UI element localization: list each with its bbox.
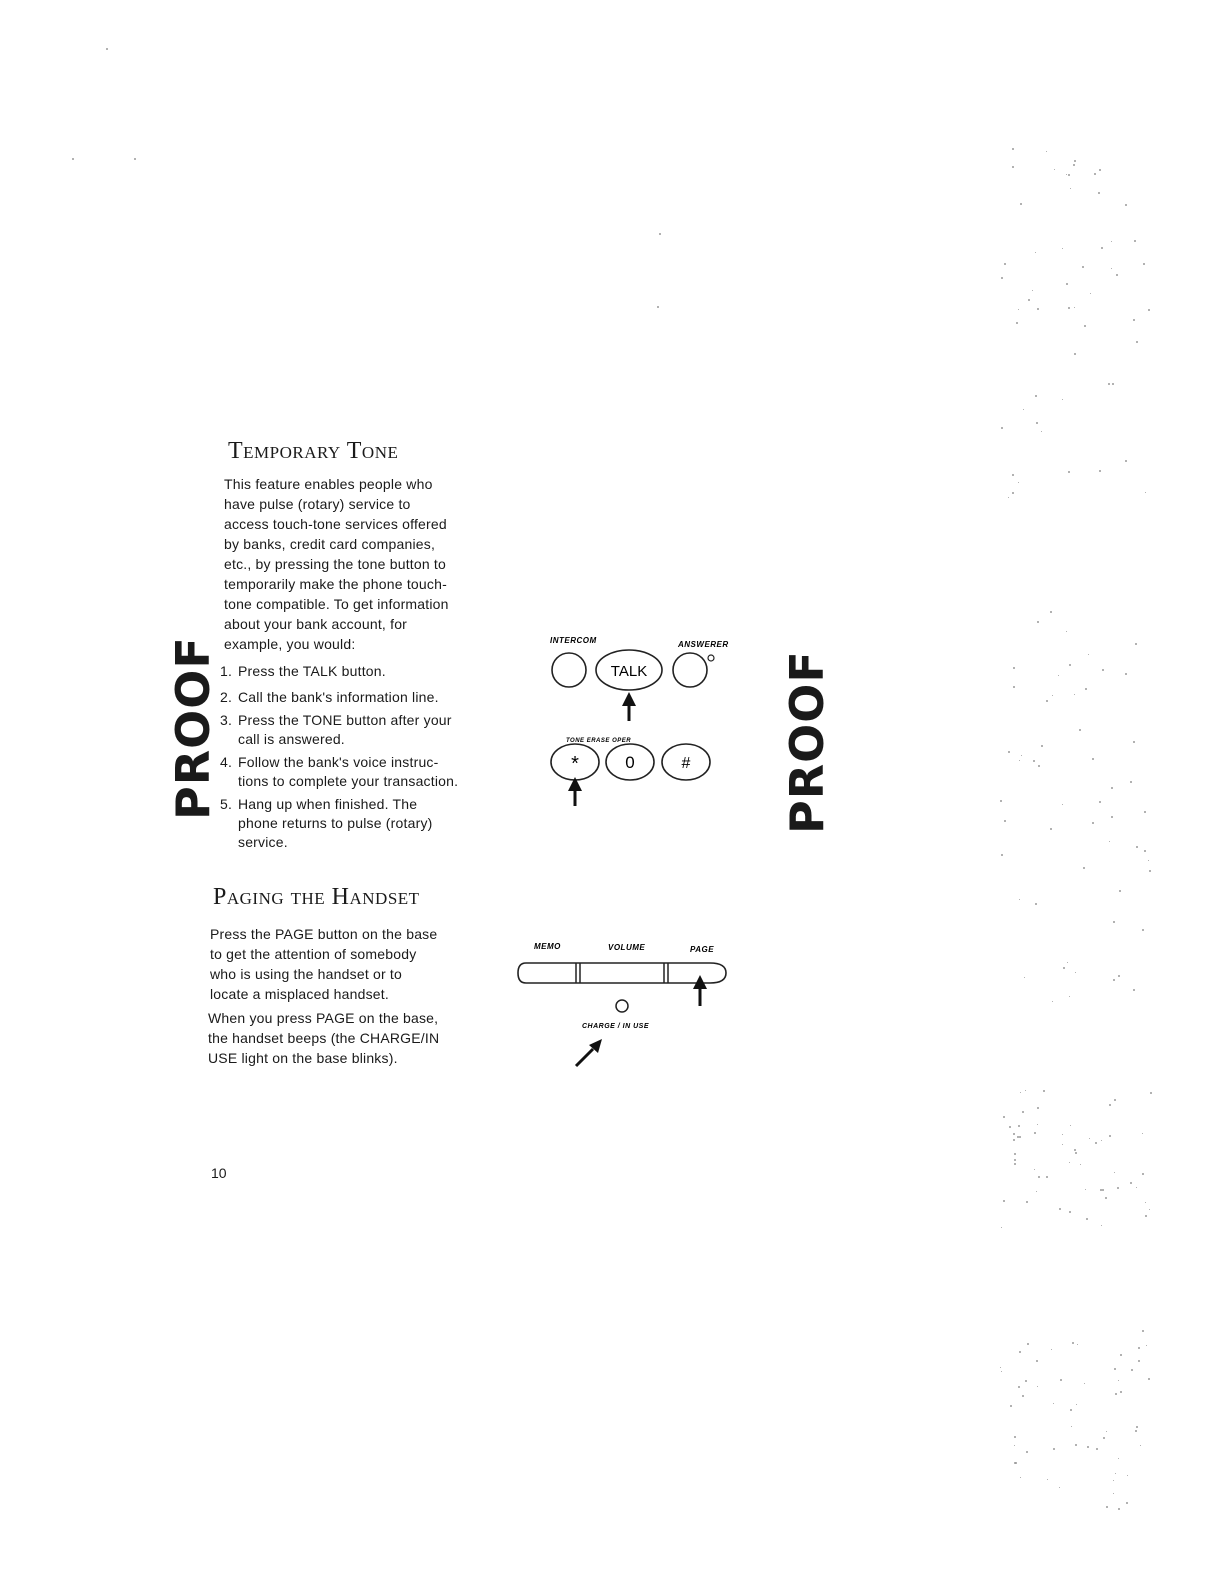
scan-speckle	[1096, 1448, 1098, 1450]
scan-speckle	[1136, 1187, 1137, 1188]
scan-speckle	[1070, 1125, 1071, 1126]
scan-speckle	[1118, 1508, 1120, 1510]
scan-speckle	[1003, 1200, 1005, 1202]
scan-speckle	[1032, 290, 1033, 291]
scan-speckle	[1083, 867, 1085, 869]
scan-speckle	[1089, 1138, 1090, 1139]
scan-speckle	[1136, 846, 1138, 848]
scan-speckle	[1047, 1479, 1048, 1480]
scan-speckle	[1015, 1462, 1017, 1464]
scan-speckle	[1012, 166, 1014, 168]
paging-paragraph-1	[210, 924, 485, 1004]
scan-speckle	[1008, 497, 1009, 498]
scan-speckle	[1130, 781, 1132, 783]
scan-speckle	[1116, 274, 1118, 276]
step-number: 4.	[220, 754, 233, 770]
intro-line: etc., by pressing the tone button to	[224, 556, 447, 572]
step-line: Press the TALK button.	[238, 663, 386, 679]
charge-in-use-light	[616, 1000, 628, 1012]
scan-speckle	[1004, 820, 1006, 822]
scan-speckle	[1076, 1404, 1077, 1405]
scan-speckle	[1125, 673, 1127, 675]
scan-speckle	[1102, 669, 1104, 671]
scan-speckle	[1063, 967, 1065, 969]
scan-speckle	[1145, 492, 1146, 493]
scan-speckle	[1142, 1330, 1144, 1332]
scan-speckle	[1012, 148, 1014, 150]
scan-speckle	[1020, 1477, 1021, 1478]
scan-speckle	[1113, 1480, 1114, 1481]
scan-speckle	[1142, 929, 1144, 931]
scan-speckle	[1072, 1342, 1074, 1344]
scan-speckle	[1052, 1001, 1053, 1002]
scan-speckle	[1051, 1349, 1052, 1350]
scan-speckle	[1022, 1395, 1024, 1397]
scan-speckle	[1018, 309, 1019, 310]
scan-speckle	[1133, 741, 1135, 743]
scan-speckle	[1111, 268, 1112, 269]
talk-key-label: TALK	[610, 663, 648, 680]
intro-line: have pulse (rotary) service to	[224, 496, 411, 512]
scan-speckle	[1041, 431, 1042, 432]
zero-key-label: 0	[625, 753, 635, 772]
arrow-up-icon	[568, 777, 582, 806]
scan-speckle	[1114, 1099, 1116, 1101]
scan-speckle	[1060, 1379, 1062, 1381]
scan-speckle	[1062, 1144, 1063, 1145]
scan-speckle	[1101, 1225, 1102, 1226]
scan-speckle	[1077, 1344, 1078, 1345]
scan-speckle	[1127, 1475, 1128, 1476]
intro-line: example, you would:	[224, 636, 356, 652]
scan-speckle	[1062, 399, 1063, 400]
scan-speckle	[1000, 800, 1002, 802]
arrow-up-icon	[693, 975, 707, 1006]
scan-speckle	[1115, 1393, 1117, 1395]
scan-speckle	[1100, 1189, 1102, 1191]
step-line: service.	[238, 834, 288, 850]
scan-speckle	[1035, 903, 1037, 905]
scan-speckle	[1001, 1371, 1002, 1372]
paging-line: to get the attention of somebody	[210, 946, 417, 962]
scan-speckle	[1113, 921, 1115, 923]
scan-speckle	[1092, 822, 1094, 824]
scan-speckle	[1145, 1202, 1146, 1203]
scan-speckle	[134, 158, 136, 160]
scan-speckle	[1125, 460, 1127, 462]
scan-speckle	[1094, 173, 1096, 175]
scan-speckle	[1012, 474, 1014, 476]
scan-speckle	[1013, 1133, 1015, 1135]
steps-list	[220, 662, 505, 856]
intro-line: tone compatible. To get information	[224, 596, 449, 612]
scan-speckle	[1037, 621, 1039, 623]
scan-speckle	[1054, 169, 1055, 170]
scan-speckle	[1000, 1367, 1001, 1368]
scan-speckle	[1109, 1135, 1111, 1137]
volume-label: VOLUME	[608, 943, 646, 952]
scan-speckle	[1111, 241, 1112, 242]
scan-speckle	[1082, 266, 1084, 268]
arrow-up-icon	[622, 692, 636, 721]
scan-speckle	[1106, 1506, 1108, 1508]
scan-speckle	[1038, 765, 1040, 767]
scan-speckle	[1142, 1173, 1144, 1175]
answerer-button[interactable]	[673, 653, 707, 687]
intro-line: by banks, credit card companies,	[224, 536, 436, 552]
scan-speckle	[1024, 977, 1025, 978]
scan-speckle	[1074, 694, 1075, 695]
intro-line: access touch-tone services offered	[224, 516, 447, 532]
scan-speckle	[1035, 252, 1036, 253]
step-number: 5.	[220, 796, 233, 812]
scan-speckle	[1075, 972, 1076, 973]
scan-speckle	[1022, 1111, 1024, 1113]
scan-speckle	[1074, 353, 1076, 355]
scan-speckle	[1075, 1444, 1077, 1446]
scan-speckle	[1118, 1380, 1119, 1381]
scan-speckle	[1085, 688, 1087, 690]
scan-speckle	[1133, 989, 1135, 991]
scan-speckle	[1108, 383, 1110, 385]
scan-speckle	[1062, 1134, 1063, 1135]
scan-speckle	[1037, 1124, 1038, 1125]
scan-speckle	[1118, 1458, 1119, 1459]
scan-speckle	[1074, 160, 1076, 162]
scan-speckle	[1109, 841, 1110, 842]
scan-speckle	[1120, 1391, 1122, 1393]
step-line: Call the bank's information line.	[238, 689, 439, 705]
scan-speckle	[1069, 1162, 1070, 1163]
scan-speckle	[1073, 164, 1075, 166]
scan-speckle	[106, 48, 108, 50]
scan-speckle	[1087, 1446, 1089, 1448]
scan-speckle	[1021, 755, 1022, 756]
scan-speckle	[1043, 1090, 1045, 1092]
step-line: call is answered.	[238, 731, 345, 747]
scan-speckle	[1013, 686, 1015, 688]
scan-speckle	[1114, 1172, 1115, 1173]
memo-button[interactable]	[518, 963, 578, 983]
scan-speckle	[1067, 962, 1068, 963]
step-line: Hang up when finished. The	[238, 796, 418, 812]
scan-speckle	[1037, 308, 1039, 310]
scan-speckle	[1090, 293, 1091, 294]
page-button[interactable]	[668, 963, 726, 983]
charge-in-use-label: CHARGE / IN USE	[582, 1023, 650, 1030]
scan-speckle	[1074, 307, 1075, 308]
scan-speckle	[1117, 1187, 1119, 1189]
scan-speckle	[1020, 1092, 1021, 1093]
scan-speckle	[1046, 1176, 1048, 1178]
scan-speckle	[1059, 1208, 1061, 1210]
pound-key-label: #	[681, 755, 691, 772]
scan-speckle	[1101, 247, 1103, 249]
scan-speckle	[1019, 899, 1020, 900]
scan-speckle	[1119, 890, 1121, 892]
volume-slider[interactable]	[580, 963, 664, 983]
scan-speckle	[1088, 654, 1089, 655]
scan-speckle	[1020, 203, 1022, 205]
scan-speckle	[1001, 427, 1003, 429]
scan-speckle	[1084, 1383, 1085, 1384]
scan-speckle	[1036, 1360, 1038, 1362]
scan-speckle	[1098, 192, 1100, 194]
paging-line: USE light on the base blinks).	[208, 1050, 398, 1066]
intro-line: about your bank account, for	[224, 616, 408, 632]
paging-paragraph-2	[208, 1008, 488, 1068]
scan-speckle	[1099, 470, 1101, 472]
scan-speckle	[1003, 1116, 1005, 1118]
scan-speckle	[1034, 1132, 1036, 1134]
scan-speckle	[1019, 760, 1020, 761]
scan-speckle	[1103, 1437, 1105, 1439]
scan-speckle	[1085, 1189, 1086, 1190]
scan-speckle	[1014, 1436, 1016, 1438]
scan-speckle	[1114, 1368, 1116, 1370]
scan-speckle	[1143, 263, 1145, 265]
scan-speckle	[1111, 787, 1113, 789]
scan-speckle	[1145, 1215, 1147, 1217]
scan-speckle	[1018, 482, 1019, 483]
scan-speckle	[1149, 870, 1151, 872]
list-item	[220, 662, 505, 681]
scan-speckle	[1112, 383, 1114, 385]
scan-speckle	[1059, 1487, 1060, 1488]
list-item	[220, 753, 505, 791]
temporary-tone-intro	[224, 474, 499, 654]
base-control-strip	[518, 963, 726, 983]
scan-speckle	[1075, 1152, 1077, 1154]
step-line: phone returns to pulse (rotary)	[238, 815, 433, 831]
step-line: Press the TONE button after your	[238, 712, 452, 728]
scan-speckle	[1086, 1218, 1088, 1220]
scan-speckle	[1113, 979, 1115, 981]
scan-speckle	[1138, 1360, 1140, 1362]
paging-line: the handset beeps (the CHARGE/IN	[208, 1030, 440, 1046]
scan-speckle	[1125, 204, 1127, 206]
scan-speckle	[1074, 1149, 1076, 1151]
paging-line: Press the PAGE button on the base	[210, 926, 438, 942]
scan-speckle	[1018, 1125, 1020, 1127]
scan-speckle	[1062, 248, 1063, 249]
paging-line: who is using the handset or to	[210, 966, 403, 982]
scan-speckle	[1013, 667, 1015, 669]
scan-speckle	[1038, 1176, 1040, 1178]
scan-speckle	[1041, 745, 1043, 747]
intro-line: temporarily make the phone touch-	[224, 576, 447, 592]
answerer-label: ANSWERER	[678, 640, 729, 649]
scan-speckle	[1149, 1209, 1150, 1210]
scan-speckle	[1025, 1380, 1027, 1382]
scan-speckle	[1066, 283, 1068, 285]
scan-speckle	[1035, 395, 1037, 397]
scan-speckle	[1014, 1445, 1015, 1446]
scan-speckle	[1109, 1104, 1111, 1106]
scan-speckle	[1118, 975, 1120, 977]
scan-speckle	[1136, 1426, 1138, 1428]
scan-speckle	[1068, 471, 1070, 473]
list-item	[220, 795, 505, 852]
scan-speckle	[659, 233, 661, 235]
scan-speckle	[1009, 1126, 1011, 1128]
scan-speckle	[1099, 169, 1101, 171]
scan-speckle	[1106, 1431, 1107, 1432]
answerer-indicator-light	[708, 655, 714, 661]
scan-speckle	[1148, 1378, 1150, 1380]
scan-speckle	[1025, 1090, 1026, 1091]
proof-mark-right: PROOF	[780, 650, 834, 834]
scan-speckle	[1036, 422, 1038, 424]
paging-line: When you press PAGE on the base,	[208, 1010, 439, 1026]
scan-speckle	[1120, 1354, 1122, 1356]
section-title-paging-the-handset: Paging the Handset	[213, 884, 420, 910]
scan-speckle	[1033, 760, 1035, 762]
arrow-diagonal-icon	[576, 1039, 602, 1066]
scan-speckle	[1069, 664, 1071, 666]
scan-speckle	[1050, 828, 1052, 830]
step-number: 2.	[220, 689, 233, 705]
scan-speckle	[1146, 1345, 1147, 1346]
scan-speckle	[1028, 299, 1030, 301]
scan-speckle	[1008, 751, 1010, 753]
scan-speckle	[657, 306, 659, 308]
scan-speckle	[1001, 1227, 1002, 1228]
scan-speckle	[1036, 1191, 1037, 1192]
proof-mark-left: PROOF	[166, 636, 220, 820]
scan-speckle	[1070, 1409, 1072, 1411]
scan-speckle	[1144, 850, 1146, 852]
scan-speckle	[1062, 804, 1063, 805]
scan-speckle	[1069, 996, 1070, 997]
scan-speckle	[1133, 319, 1135, 321]
scan-speckle	[1126, 1502, 1128, 1504]
step-line: tions to complete your transaction.	[238, 773, 459, 789]
scan-speckle	[1099, 801, 1101, 803]
scan-speckle	[1080, 1164, 1081, 1165]
scan-speckle	[1150, 1092, 1152, 1094]
scan-speckle	[1046, 700, 1048, 702]
scan-speckle	[1027, 1343, 1029, 1345]
scan-speckle	[1016, 322, 1018, 324]
scan-speckle	[1046, 151, 1047, 152]
scan-speckle	[1101, 1140, 1102, 1141]
intercom-label: INTERCOM	[550, 636, 597, 645]
scan-speckle	[1140, 1445, 1141, 1446]
step-number: 1.	[220, 663, 233, 679]
scan-speckle	[1014, 1163, 1016, 1165]
scan-speckle	[1023, 409, 1024, 410]
page-number: 10	[211, 1165, 227, 1181]
scan-speckle	[1134, 240, 1136, 242]
scan-speckle	[1079, 729, 1081, 731]
scan-speckle	[1135, 1430, 1137, 1432]
scan-speckle	[1004, 263, 1006, 265]
scan-speckle	[1014, 1159, 1016, 1161]
scan-speckle	[1102, 1189, 1104, 1191]
scan-speckle	[1084, 325, 1086, 327]
scan-speckle	[1019, 1351, 1021, 1353]
intro-line: This feature enables people who	[224, 476, 433, 492]
tone-erase-oper-label: TONE ERASE OPER	[566, 738, 632, 744]
scan-speckle	[72, 158, 74, 160]
scan-speckle	[1050, 611, 1052, 613]
scan-speckle	[1058, 675, 1059, 676]
step-line: Follow the bank's voice instruc-	[238, 754, 439, 770]
scan-speckle	[1113, 1493, 1114, 1494]
scan-speckle	[1053, 1403, 1054, 1404]
scan-speckle	[1130, 1182, 1132, 1184]
scan-speckle	[1052, 695, 1053, 696]
scan-speckle	[1014, 1153, 1016, 1155]
scan-speckle	[1037, 1107, 1039, 1109]
scan-speckle	[1138, 1347, 1140, 1349]
scan-speckle	[1142, 1133, 1143, 1134]
list-item	[220, 688, 505, 707]
scan-speckle	[1069, 1211, 1071, 1213]
scan-speckle	[1115, 1473, 1116, 1474]
memo-label: MEMO	[534, 942, 561, 951]
star-key-label: *	[571, 753, 579, 775]
paging-line: locate a misplaced handset.	[210, 986, 389, 1002]
scan-speckle	[1001, 854, 1003, 856]
scan-speckle	[1034, 1169, 1035, 1170]
scan-speckle	[1135, 643, 1137, 645]
scan-speckle	[1068, 174, 1070, 176]
scan-speckle	[1018, 1386, 1020, 1388]
scan-speckle	[1026, 1201, 1028, 1203]
scan-speckle	[1136, 341, 1138, 343]
scan-speckle	[1111, 816, 1113, 818]
scan-speckle	[1013, 1139, 1015, 1141]
scan-speckle	[1019, 1136, 1021, 1138]
scan-speckle	[1105, 1197, 1107, 1199]
scan-speckle	[1071, 1426, 1072, 1427]
scan-speckle	[1131, 1369, 1133, 1371]
scan-speckle	[1148, 860, 1149, 861]
scan-speckle	[1144, 811, 1146, 813]
scan-speckle	[1012, 492, 1014, 494]
scan-speckle	[1001, 277, 1003, 279]
scan-speckle	[1037, 1386, 1038, 1387]
base-diagram	[510, 935, 750, 1075]
scan-speckle	[1148, 309, 1150, 311]
scan-speckle	[1070, 188, 1071, 189]
intercom-button[interactable]	[552, 653, 586, 687]
page-label: PAGE	[690, 945, 715, 954]
scan-speckle	[1068, 307, 1070, 309]
keypad-diagram	[540, 630, 740, 810]
scan-speckle	[1053, 1448, 1055, 1450]
scan-speckle	[1010, 1405, 1012, 1407]
scan-speckle	[1026, 1451, 1028, 1453]
scan-speckle	[1095, 1142, 1097, 1144]
scan-speckle	[1092, 758, 1094, 760]
step-number: 3.	[220, 712, 233, 728]
scan-speckle	[1066, 631, 1067, 632]
list-item	[220, 711, 505, 749]
section-title-temporary-tone: Temporary Tone	[228, 438, 399, 464]
